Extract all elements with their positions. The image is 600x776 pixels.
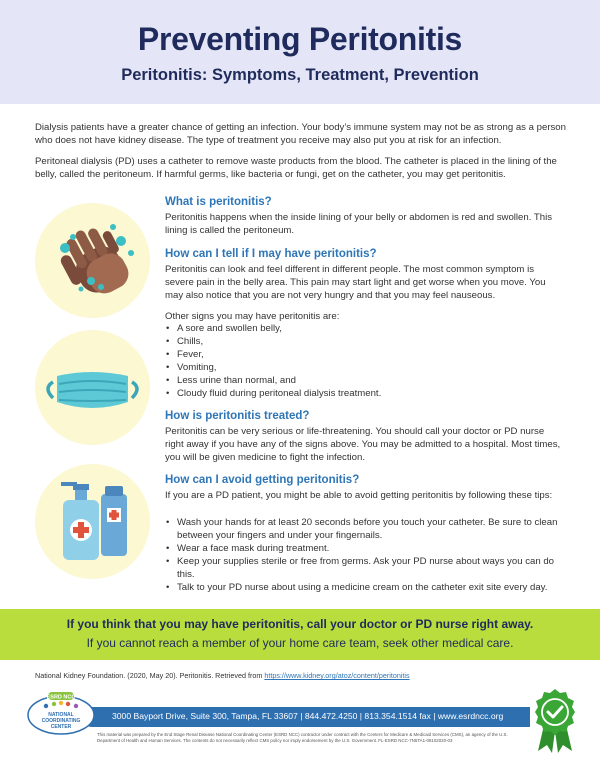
tips-list xyxy=(165,516,565,594)
list-item: • Vomiting, xyxy=(165,361,565,374)
list-item: • Chills, xyxy=(165,335,565,348)
hand-sanitizer-icon xyxy=(35,464,150,579)
footer-contact: 3000 Bayport Drive, Suite 300, Tampa, FL 33607 | 844.472.4250 | 813.354.1514 fax | www.esrdncc.org xyxy=(112,711,504,721)
face-mask-icon xyxy=(35,330,150,445)
citation-link[interactable]: https://www.kidney.org/atoz/content/peritonitis xyxy=(264,671,410,680)
signs-list xyxy=(165,322,565,400)
signs-intro: Other signs you may have peritonitis are: xyxy=(165,311,340,322)
header-band xyxy=(0,0,600,104)
svg-text:COORDINATING: COORDINATING xyxy=(41,718,81,724)
page-subtitle: Peritonitis: Symptoms, Treatment, Prevention xyxy=(121,66,479,84)
heading-how-avoid: How can I avoid getting peritonitis? xyxy=(165,474,360,486)
list-item: • Wash your hands for at least 20 seconds before you touch your catheter. Be sure to clean between your fingers and under your fingernails. xyxy=(165,516,565,542)
list-item: • Wear a face mask during treatment. xyxy=(165,542,565,555)
list-item: • Keep your supplies sterile or free from germs. Ask your PD nurse about ways you can do this. xyxy=(165,555,565,581)
call-to-action-banner xyxy=(0,609,600,660)
esrd-ncc-logo xyxy=(26,690,96,736)
list-item: • Less urine than normal, and xyxy=(165,374,565,387)
page-title: Preventing Peritonitis xyxy=(137,21,463,57)
disclaimer-fine-print: This material was prepared by the End Stage Renal Disease National Coordinating Center (ESRD NCC) contractor under contract with the Centers for Medicare & Medicaid Services (CMS), an agency of the U.S. Department of Health and Human Services. The contents do not necessarily reflect CMS policy nor imply endorsement by the U.S. Government. FL-ESRD NCC-7N5TA1-08102020-03 xyxy=(97,732,508,743)
svg-text:NATIONAL: NATIONAL xyxy=(48,712,74,718)
heading-what-is-peritonitis: What is peritonitis? xyxy=(165,196,272,208)
list-item: • Fever, xyxy=(165,348,565,361)
svg-text:CENTER: CENTER xyxy=(50,724,72,730)
what-body: Peritonitis happens when the inside lining of your belly or abdomen is red and swollen. This lining is called the peritoneum. xyxy=(165,212,552,236)
list-item: • Talk to your PD nurse about using a medicine cream on the catheter exit site every day. xyxy=(165,581,565,594)
heading-how-tell: How can I tell if I may have peritonitis? xyxy=(165,248,377,260)
citation-text: National Kidney Foundation. (2020, May 20). Peritonitis. Retrieved from xyxy=(35,671,265,680)
banner-line-1: If you think that you may have peritonitis, call your doctor or PD nurse right away. xyxy=(66,617,534,631)
avoid-body: If you are a PD patient, you might be able to avoid getting peritonitis by following these tips: xyxy=(165,490,553,501)
svg-text:ESRD NCC: ESRD NCC xyxy=(46,694,76,701)
check-badge-icon xyxy=(530,687,580,753)
list-item: • Cloudy fluid during peritoneal dialysis treatment. xyxy=(165,387,565,400)
heading-how-treated: How is peritonitis treated? xyxy=(165,410,310,422)
hand-washing-icon xyxy=(35,203,150,318)
citation xyxy=(35,671,410,680)
list-item: • A sore and swollen belly, xyxy=(165,322,565,335)
intro-paragraph-2: Peritoneal dialysis (PD) uses a catheter to remove waste products from the blood. The catheter is placed in the lining of the belly, called the peritoneum. If harmful germs, like bacteria or fungi, get on the catheter, you may get peritonitis. xyxy=(35,156,557,180)
intro-paragraph-1: Dialysis patients have a greater chance of getting an infection. Your body’s immune system may not be as strong as a person who does not have kidney disease. The type of treatment you receive may also put you at risk for an infection. xyxy=(35,122,566,146)
banner-line-2: If you cannot reach a member of your home care team, seek other medical care. xyxy=(86,636,514,650)
footer-contact-bar xyxy=(82,707,530,727)
treated-body: Peritonitis can be very serious or life-threatening. You should call your doctor or PD nurse right away if you have any of the signs above. You may be admitted to a hospital. Most times, you will be given medicine to fight the infection. xyxy=(165,426,561,463)
tell-body: Peritonitis can look and feel different in different people. The most common symptom is severe pain in the belly area. This pain may start light and get worse when you move. You may also notice that you are not very hungry and that you may feel nauseous. xyxy=(165,264,546,301)
